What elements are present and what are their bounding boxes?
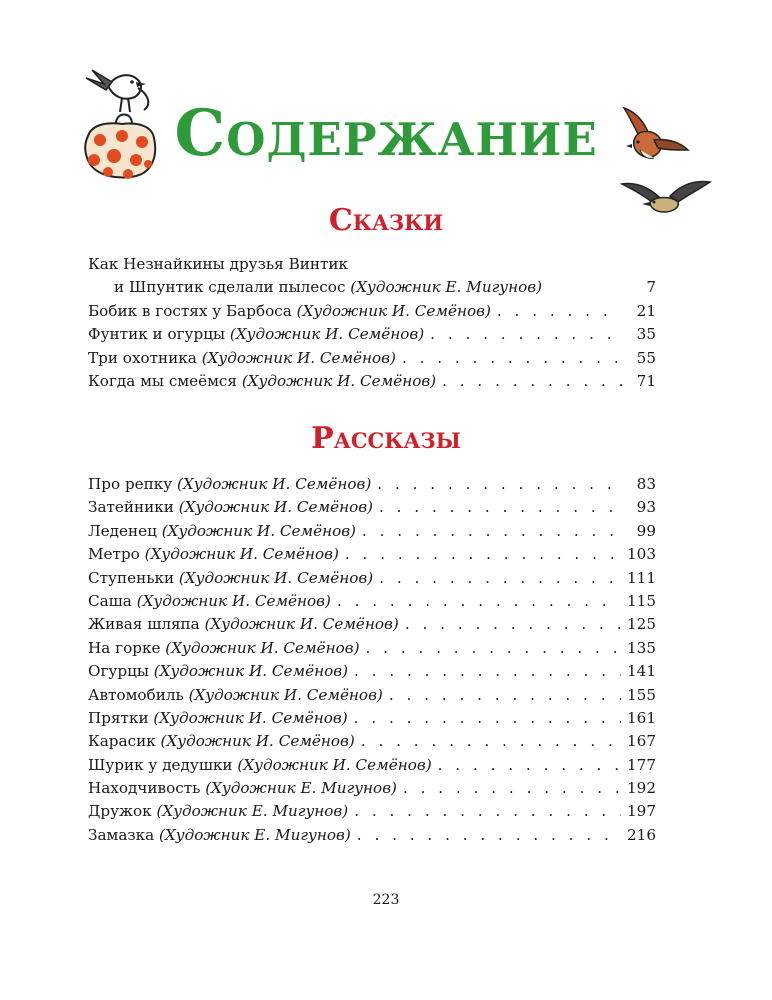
page-title: Содержание [174,96,598,171]
entry-page-number: 103 [627,545,656,564]
entry-title: и Шпунтик сделали пылесос (Художник Е. Мигунов) [114,278,543,297]
entry-artist: (Художник Е. Мигунов) [159,825,351,844]
entry-page-number: 177 [627,755,656,774]
toc-entry [88,323,656,346]
entry-page-number: 167 [627,732,656,751]
entry-artist: (Художник И. Семёнов) [160,732,355,751]
toc-entry [88,637,656,660]
entry-title: Находчивость (Художник Е. Мигунов) [88,779,397,798]
entry-artist: (Художник И. Семёнов) [165,638,360,657]
entry-page-number: 35 [636,325,656,344]
leader-dots [377,473,622,496]
toc-entry [88,660,656,683]
entry-artist: (Художник И. Семёнов) [188,685,383,704]
toc-entry [88,754,656,777]
leader-dots [354,707,621,730]
leader-dots [337,590,621,613]
entry-title: Метро (Художник И. Семёнов) [88,545,339,564]
entry-artist: (Художник И. Семёнов) [153,662,349,681]
toc-entry [88,684,656,707]
entry-artist: (Художник И. Семёнов) [296,301,491,320]
entry-artist: (Художник Е. Мигунов) [156,802,349,821]
leader-dots [438,754,621,777]
entry-page-number: 135 [627,638,656,657]
entry-title: Как Незнайкины друзья Винтик [88,255,348,273]
entry-page-number: 7 [646,278,656,297]
entry-page-number: 71 [636,371,656,390]
entry-title: Карасик (Художник И. Семёнов) [88,732,355,751]
entry-title: Шурик у дедушки (Художник И. Семёнов) [88,755,432,774]
entry-title: Три охотника (Художник И. Семёнов) [88,348,396,367]
leader-dots [379,496,622,519]
entry-title: Замазка (Художник Е. Мигунов) [88,825,351,844]
entry-title: Огурцы (Художник И. Семёнов) [88,662,349,681]
toc-entry [88,590,656,613]
entry-page-number: 216 [627,825,656,844]
toc-entry [88,824,656,847]
entry-title: Саша (Художник И. Семёнов) [88,591,331,610]
entry-title: На горке (Художник И. Семёнов) [88,638,360,657]
entry-page-number: 197 [627,802,656,821]
entry-artist: (Художник И. Семёнов) [229,325,425,344]
leader-dots [403,777,621,800]
entry-title: Когда мы смеёмся (Художник И. Семёнов) [88,371,437,390]
toc-entry [88,520,656,543]
leader-dots [497,300,622,323]
entry-title: Дружок (Художник Е. Мигунов) [88,802,349,821]
leader-dots [366,637,621,660]
leader-dots [354,660,621,683]
entry-artist: (Художник И. Семёнов) [201,348,396,367]
table-of-contents-section-1 [88,253,656,393]
entry-page-number: 93 [636,498,656,517]
entry-title: Бобик в гостях у Барбоса (Художник И. Семёнов) [88,301,491,320]
entry-page-number: 83 [636,475,656,493]
entry-artist: (Художник И. Семёнов) [204,615,399,634]
leader-dots [389,684,621,707]
entry-artist: (Художник И. Семёнов) [237,755,432,774]
entry-page-number: 115 [627,591,656,610]
entry-title: Прятки (Художник И. Семёнов) [88,708,348,727]
leader-dots [362,520,622,543]
section-title: Рассказы [311,421,461,456]
toc-entry [88,777,656,800]
leader-dots [430,323,622,346]
toc-entry [88,543,656,566]
toc-entry [88,347,656,370]
entry-title: Автомобиль (Художник И. Семёнов) [88,685,383,704]
leader-dots [354,800,621,823]
entry-page-number: 192 [627,779,656,798]
toc-entry [88,800,656,823]
entry-title: Ступеньки (Художник И. Семёнов) [88,568,374,587]
entry-artist: (Художник И. Семёнов) [177,475,372,493]
page-number: 223 [372,892,400,908]
leader-dots [405,613,621,636]
entry-artist: (Художник И. Семёнов) [178,498,373,517]
entry-page-number: 99 [636,521,656,540]
entry-artist: (Художник И. Семёнов) [241,371,437,390]
entry-page-number: 161 [627,708,656,727]
leader-dots [357,824,621,847]
entry-artist: (Художник И. Семёнов) [161,521,356,540]
toc-entry [88,730,656,753]
entry-title: Фунтик и огурцы (Художник И. Семёнов) [88,325,425,344]
entry-page-number: 21 [636,301,656,320]
entry-artist: (Художник И. Семёнов) [178,568,374,587]
entry-page-number: 111 [627,568,656,587]
toc-entry [88,473,656,496]
toc-entry [88,370,656,393]
leader-dots [442,370,622,393]
entry-page-number: 155 [627,685,656,704]
entry-title: Затейники (Художник И. Семёнов) [88,498,373,517]
toc-entry-line [88,253,656,276]
entry-artist: (Художник И. Семёнов) [144,545,339,564]
leader-dots [361,730,621,753]
leader-dots [402,347,622,370]
section-title: Сказки [328,203,444,238]
entry-title: Леденец (Художник И. Семёнов) [88,521,356,540]
toc-entry [88,613,656,636]
entry-page-number: 55 [636,348,656,367]
toc-entry [88,496,656,519]
toc-entry [88,707,656,730]
toc-entry [88,300,656,323]
entry-artist: (Художник И. Семёнов) [153,708,348,727]
entry-artist: (Художник Е. Мигунов) [205,779,397,798]
toc-entry [88,567,656,590]
table-of-contents-section-2 [88,473,656,847]
entry-title: Живая шляпа (Художник И. Семёнов) [88,615,399,634]
entry-artist: (Художник Е. Мигунов) [350,278,543,297]
leader-dots [379,567,621,590]
leader-dots [345,543,621,566]
entry-page-number: 141 [627,662,656,681]
entry-page-number: 125 [627,615,656,634]
entry-artist: (Художник И. Семёнов) [136,591,331,610]
toc-entry [88,276,656,299]
entry-title: Про репку (Художник И. Семёнов) [88,475,372,493]
